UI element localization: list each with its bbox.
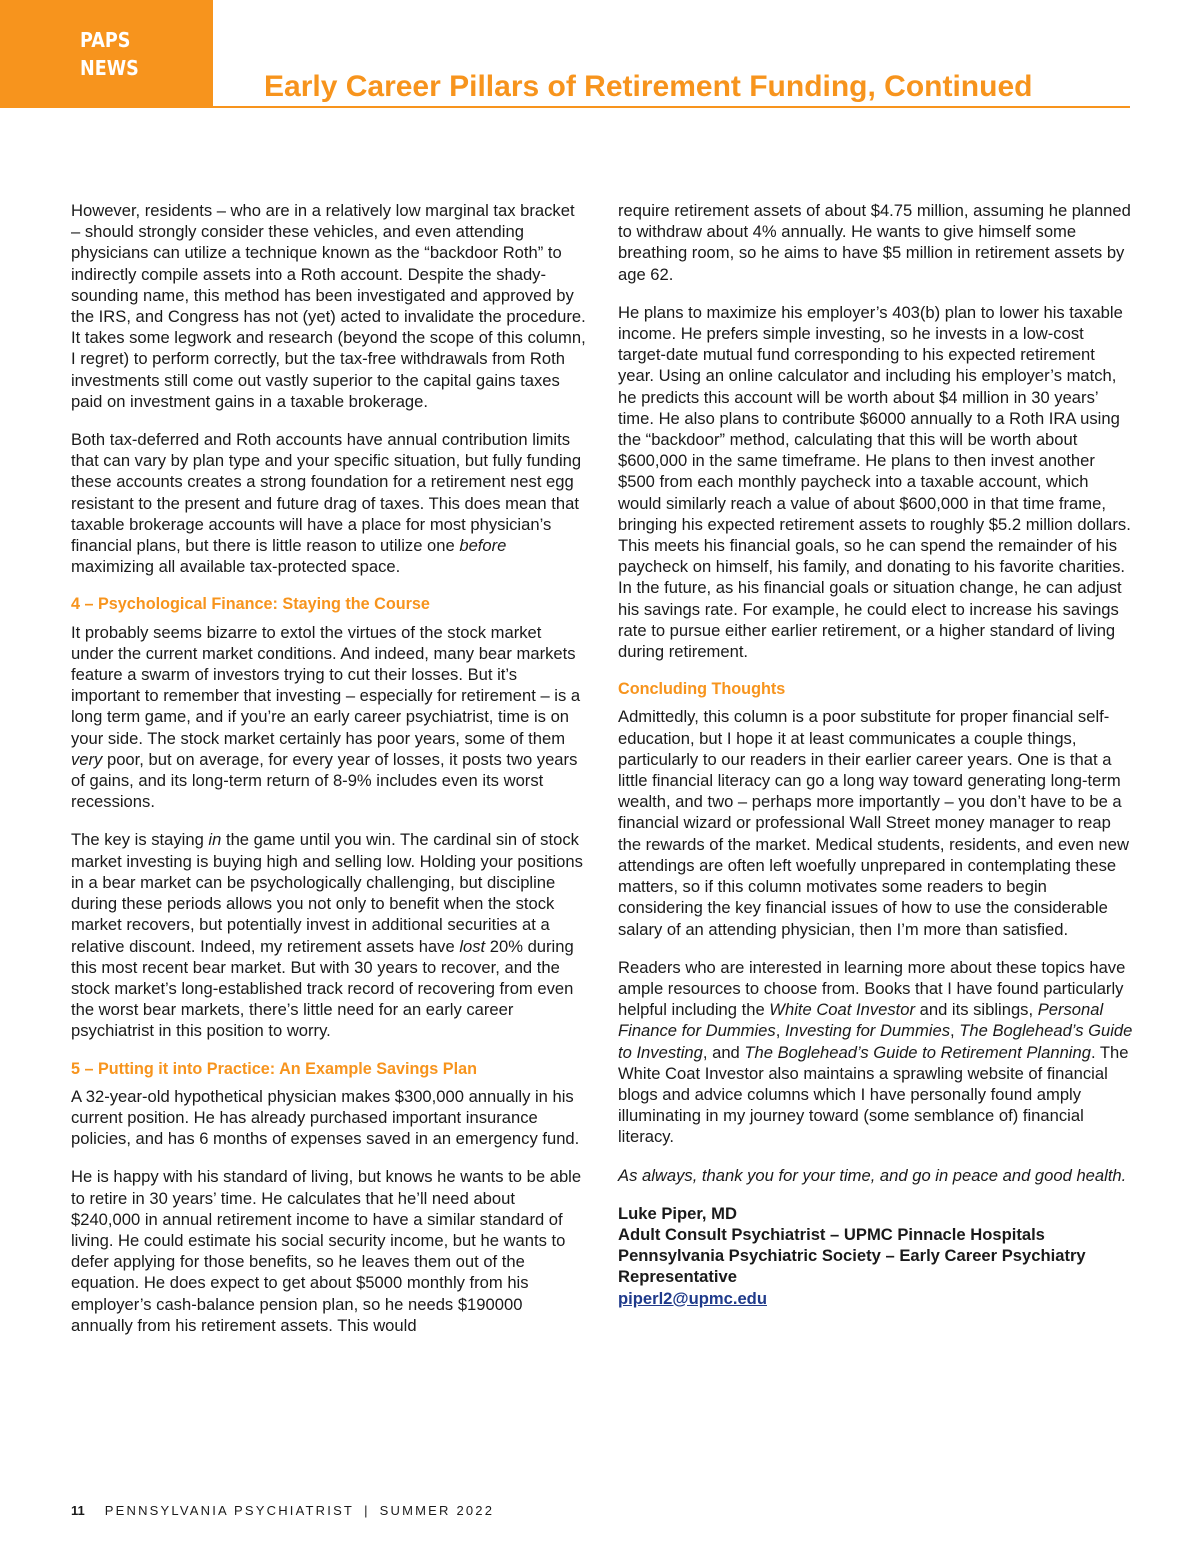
page-title: Early Career Pillars of Retirement Funding, Continued [264, 70, 1033, 103]
issue-label: SUMMER 2022 [379, 1503, 495, 1518]
section-label-line2: NEWS [80, 56, 139, 80]
section-tab [0, 0, 213, 108]
paragraph: It probably seems bizarre to extol the virtues of the stock market under the current market conditions. And indeed, many bear markets feature a swarm of investors trying to cut their losses. But it’s important to remember that investing – especially for retirement – is a long term game, and if you’re an early career psychiatrist, time is on your side. The stock market certainly has poor years, some of them very poor, but on average, for every year of losses, it posts two years of gains, and its long-term return of 8-9% includes even its worst recessions. [71, 622, 581, 812]
author-email-line [618, 1288, 1133, 1309]
section-heading: 5 – Putting it into Practice: An Example Savings Plan [71, 1059, 477, 1078]
paragraph: He plans to maximize his employer’s 403(b) plan to lower his taxable income. He prefers simple investing, so he invests in a low-cost target-date mutual fund corresponding to his expected retirement year. Using an online calculator and including his employer’s match, he predicts this account will be worth about $4 million in 30 years’ time. He also plans to contribute $6000 annually to a Roth IRA using the “backdoor” method, calculating that this will be worth about $600,000 in the same timeframe. He plans to then invest another $500 from each monthly paycheck into a taxable account, which would similarly reach a value of about $600,000 in that time frame, bringing his expected retirement assets to roughly $5.2 million dollars. This meets his financial goals, so he can spend the remainder of his paycheck on himself, his family, and donating to his favorite charities. In the future, as his financial goals or situation change, he can adjust his savings rate. For example, he could elect to increase his savings rate to pursue either earlier retirement, or a higher standard of living during retirement. [618, 302, 1131, 662]
author-name: Luke Piper, MD [618, 1203, 737, 1223]
section-heading: Concluding Thoughts [618, 680, 786, 699]
footer-separator: | [364, 1503, 370, 1518]
left-column [71, 200, 586, 1353]
page-footer [71, 1503, 494, 1518]
paragraph: Both tax-deferred and Roth accounts have annual contribution limits that can vary by plan type and your specific situation, but fully funding these accounts creates a strong foundation for a retirement nest egg resistant to the present and future drag of taxes. This does mean that taxable brokerage accounts will have a place for most physician’s financial plans, but there is little reason to utilize one before maximizing all available tax-protected space. [71, 430, 582, 577]
author-role: Pennsylvania Psychiatric Society – Early Career Psychiatry Representative [618, 1246, 1086, 1287]
publication-name: PENNSYLVANIA PSYCHIATRIST [104, 1503, 355, 1518]
paragraph: require retirement assets of about $4.75 million, assuming he planned to withdraw about 4% annually. He wants to give himself some breathing room, so he aims to have $5 million in retirement assets by age 62. [618, 201, 1131, 284]
section-heading: 4 – Psychological Finance: Staying the Course [71, 595, 430, 614]
closing-line: As always, thank you for your time, and go in peace and good health. [618, 1165, 1127, 1185]
author-email-link[interactable]: piperl2@upmc.edu [618, 1288, 767, 1308]
right-column [618, 200, 1133, 1309]
author-role: Adult Consult Psychiatrist – UPMC Pinnacle Hospitals [618, 1224, 1045, 1244]
paragraph: Readers who are interested in learning more about these topics have ample resources to choose from. Books that I have found particularly helpful including the White Coat Investor and its siblings, Personal Finance for Dummies, Investing for Dummies, The Boglehead’s Guide to Investing, and The Boglehead’s Guide to Retirement Planning. The White Coat Investor also maintains a sprawling website of financial blogs and advice columns which I have personally found amply illuminating in my journey toward (some semblance of) financial literacy. [618, 957, 1133, 1147]
paragraph: A 32-year-old hypothetical physician makes $300,000 annually in his current position. He has already purchased important insurance policies, and has 6 months of expenses saved in an emergency fund. [71, 1086, 580, 1149]
page-number: 11 [71, 1503, 85, 1518]
paragraph: Admittedly, this column is a poor substitute for proper financial self-education, but I hope it at least communicates a couple things, particularly to our readers in their earlier career years. One is that a little financial literacy can go a long way toward generating long-term wealth, and two – perhaps more importantly – you don’t have to be a financial wizard or professional Wall Street money manager to reap the rewards of the market. Medical students, residents, and even new attendings are often left woefully unprepared in contemplating these matters, so if this column motivates some readers to begin considering the key financial issues of how to use the considerable salary of an attending physician, then I’m more than satisfied. [618, 707, 1129, 939]
paragraph: The key is staying in the game until you win. The cardinal sin of stock market investing is buying high and selling low. Holding your positions in a bear market can be psychologically challenging, but discipline during these periods allows you not only to benefit when the stock market recovers, but potentially invest in additional securities at a relative discount. Indeed, my retirement assets have lost 20% during this most recent bear market. But with 30 years to recover, and the stock market’s long-established track record of recovering from even the worst bear markets, there’s little need for an early career psychiatrist in this position to worry. [71, 830, 583, 1041]
section-label-line1: PAPS [80, 28, 131, 52]
paragraph: However, residents – who are in a relatively low marginal tax bracket – should strongly consider these vehicles, and even attending physicians can utilize a technique known as the “backdoor Roth” to indirectly compile assets into a Roth account. Despite the shady-sounding name, this method has been investigated and approved by the IRS, and Congress has not (yet) acted to invalidate the procedure. It takes some legwork and research (beyond the scope of this column, I regret) to perform correctly, but the tax-free withdrawals from Roth investments still come out vastly superior to the capital gains taxes paid on investment gains in a taxable brokerage. [71, 201, 586, 411]
paragraph: He is happy with his standard of living, but knows he wants to be able to retire in 30 years’ time. He calculates that he’ll need about $240,000 in annual retirement income to have a similar standard of living. He could estimate his social security income, but he wants to defer applying for those benefits, so he leaves them out of the equation. He does expect to get about $5000 monthly from his employer’s cash-balance pension plan, so he needs $190000 annually from his retirement assets. This would [71, 1167, 582, 1335]
title-divider [213, 106, 1130, 108]
